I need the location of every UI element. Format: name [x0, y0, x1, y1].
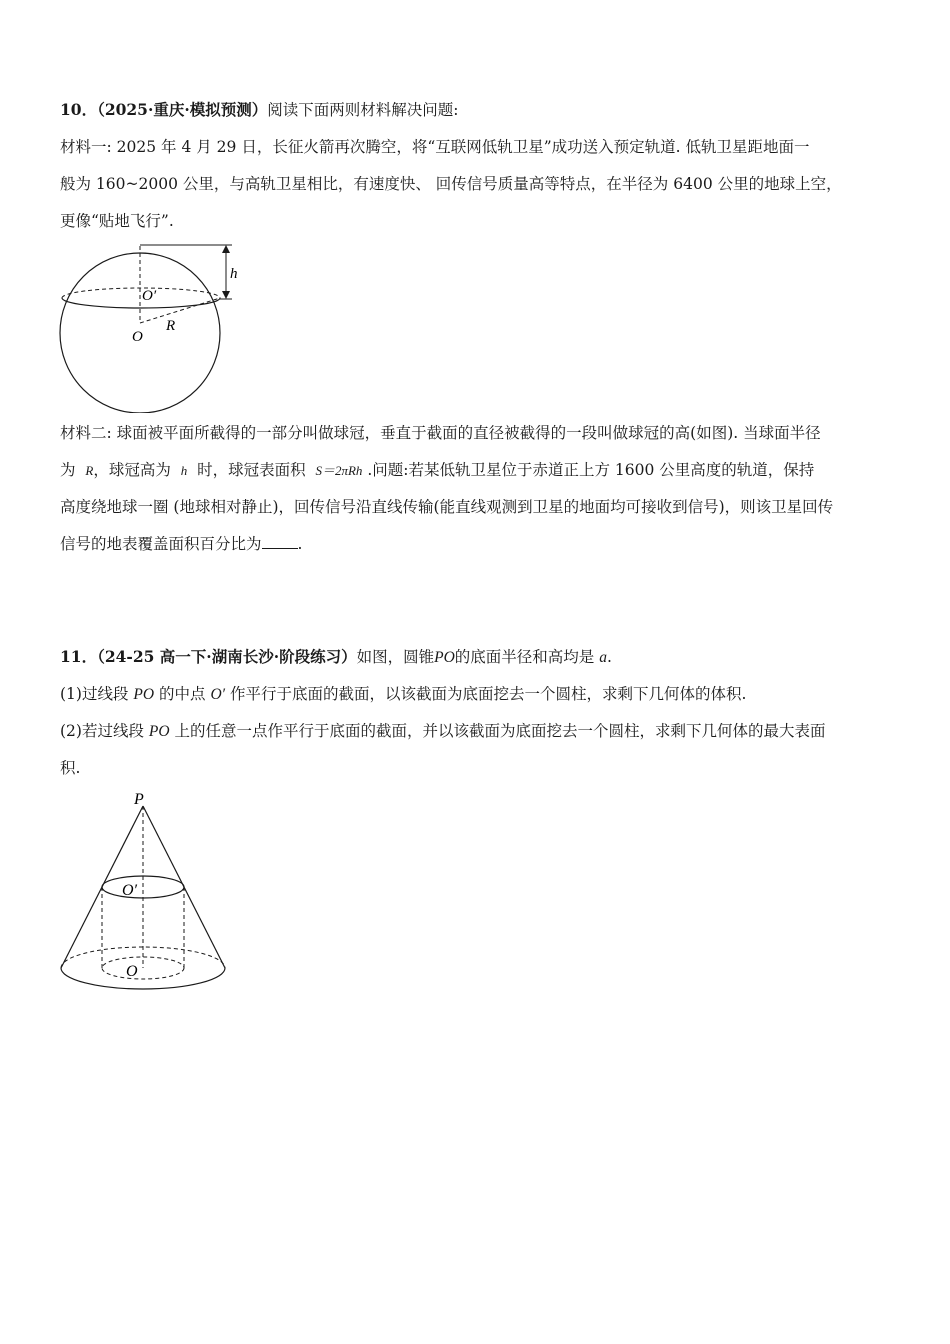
text-segment: (2)若过线段 [60, 722, 144, 740]
label-P: P [134, 791, 144, 808]
sphere-cap-figure [50, 238, 250, 413]
q11-part1 [60, 684, 746, 705]
q11-source: （24-25 高一下·湖南长沙·阶段练习） [97, 647, 357, 666]
q11-part2-line2: 积. [60, 759, 81, 777]
var-PO: PO [434, 649, 455, 666]
label-R: R [166, 318, 176, 334]
text-segment: (1)过线段 [60, 685, 129, 703]
text-segment: 如图，圆锥 [356, 648, 435, 666]
text-segment: 为 [60, 461, 76, 479]
text-segment: . [606, 648, 612, 666]
section-ellipse-front [62, 298, 220, 308]
var-a: a [599, 649, 607, 666]
q10-material2-line4 [60, 534, 302, 554]
q11-number: 11． [60, 647, 98, 666]
base-ellipse-back [61, 947, 225, 968]
q10-material1-line1: 材料一: 2025 年 4 月 29 日，长征火箭再次腾空，将“互联网低轨卫星”成功送入预定轨道. 低轨卫星距地面一 [60, 138, 810, 156]
q11-header [60, 647, 612, 668]
label-O-prime: O′ [142, 288, 157, 304]
label-O: O [126, 963, 138, 980]
q10-header [60, 100, 459, 120]
h-arrow-head-bottom [222, 291, 230, 299]
h-arrow-head-top [222, 245, 230, 253]
answer-blank [262, 534, 298, 549]
var-PO: PO [133, 686, 155, 703]
text-segment: 作平行于底面的截面，以该截面为底面挖去一个圆柱，求剩下几何体的体积. [230, 685, 747, 703]
var-R: R [85, 463, 94, 478]
cone-figure [50, 790, 240, 1005]
var-O-prime: O′ [210, 686, 226, 703]
text-segment: 信号的地表覆盖面积百分比为 [60, 535, 262, 553]
q10-material2-line2 [60, 460, 814, 481]
q10-intro: 阅读下面两则材料解决问题: [267, 101, 459, 119]
text-segment: 的中点 [159, 685, 206, 703]
text-segment: 上的任意一点作平行于底面的截面，并以该截面为底面挖去一个圆柱，求剩下几何体的最大表面 [174, 722, 826, 740]
var-PO: PO [148, 723, 170, 740]
q10-source: （2025·重庆·模拟预测） [97, 100, 268, 119]
base-ellipse-front [61, 968, 225, 989]
text-segment: 时，球冠表面积 [197, 461, 306, 479]
text-segment: .问题:若某低轨卫星位于赤道正上方 1600 公里高度的轨道，保持 [367, 461, 815, 479]
q10-number: 10． [60, 100, 98, 119]
q10-material2-line3: 高度绕地球一圈 (地球相对静止)，回传信号沿直线传输(能直线观测到卫星的地面均可接收到信号)，则该卫星回传 [60, 498, 834, 516]
q10-material1-line2: 般为 160~2000 公里，与高轨卫星相比，有速度快、 回传信号质量高等特点，在半径为 6400 公里的地球上空， [60, 175, 842, 193]
label-h: h [230, 266, 238, 282]
label-O-prime: O′ [122, 882, 138, 899]
section-ellipse-back [62, 288, 220, 298]
text-segment: . [297, 535, 303, 553]
formula-cap-area: S＝2πRh [315, 463, 363, 478]
q10-material1-line3: 更像“贴地飞行”. [60, 212, 174, 230]
label-O: O [132, 329, 143, 345]
q11-part2 [60, 721, 826, 742]
q10-material2-line1: 材料二: 球面被平面所截得的一部分叫做球冠，垂直于截面的直径被截得的一段叫做球冠的高(如图). 当球面半径 [60, 424, 821, 442]
text-segment: ，球冠高为 [93, 461, 171, 479]
text-segment: 的底面半径和高均是 [454, 648, 595, 666]
var-h: h [180, 463, 188, 478]
